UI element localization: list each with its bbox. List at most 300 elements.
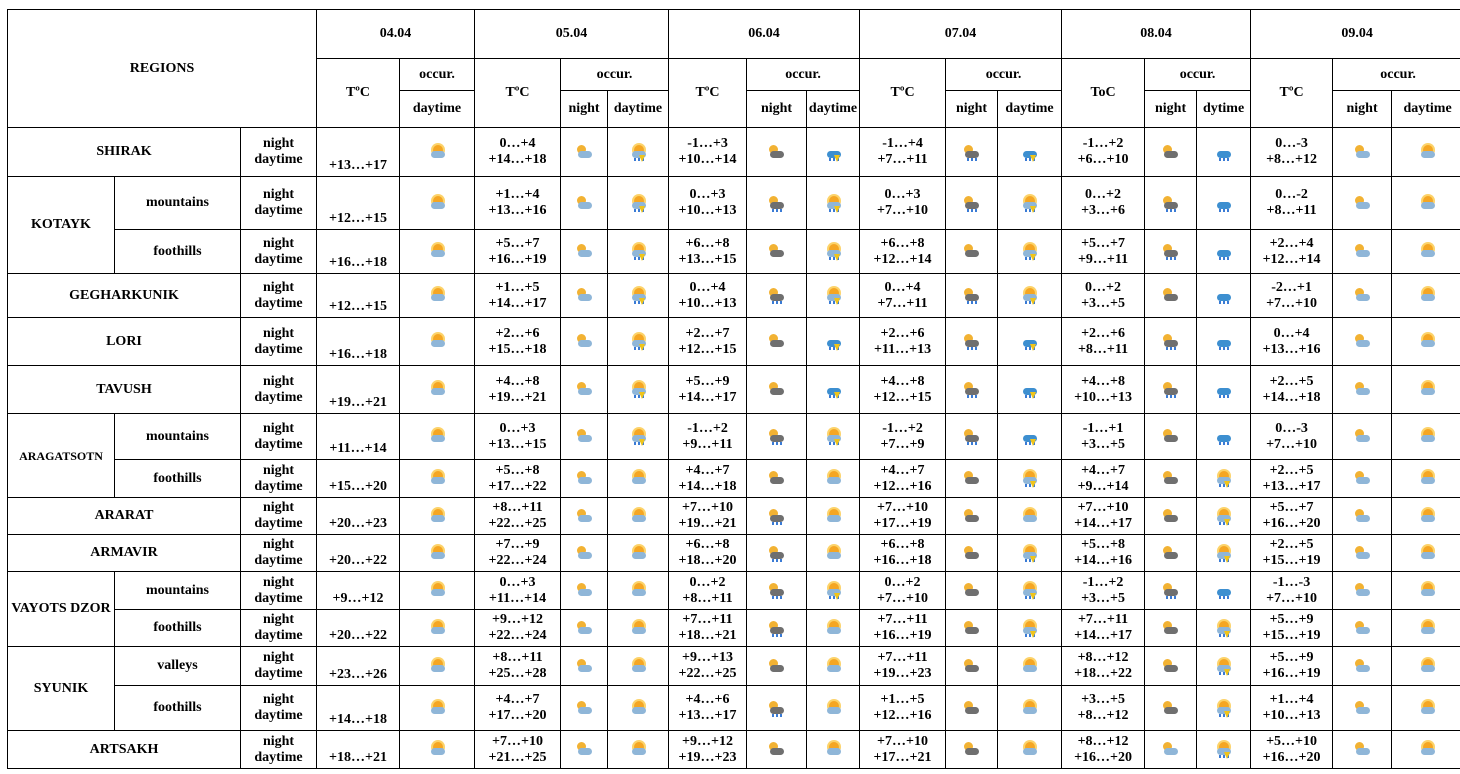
- night-occurrence-cell: [747, 535, 807, 572]
- night-label: night: [262, 733, 295, 749]
- night-temperature: +8…+11: [492, 500, 543, 515]
- night-occurrence-cell: [561, 128, 608, 177]
- day-temperature: +7…+10: [1266, 436, 1318, 452]
- day-occurrence-cell: [998, 535, 1062, 572]
- night-weather-icon: [767, 620, 786, 636]
- day-occurrence-cell: [998, 731, 1062, 769]
- night-temperature: +4…+7: [495, 692, 540, 707]
- day-weather-icon: [1020, 333, 1039, 349]
- night-occurrence-cell: [946, 572, 998, 610]
- day-weather-icon: [1020, 470, 1039, 486]
- day-occurrence-cell: [608, 647, 669, 686]
- night-weather-icon: [1353, 243, 1372, 259]
- occurrence-cell: [400, 366, 475, 414]
- day-occurrence-cell: [807, 731, 860, 769]
- night-occurrence-cell: [747, 414, 807, 460]
- day-weather-icon: [824, 700, 843, 716]
- daytime-label: daytime: [254, 295, 303, 311]
- date-header: 08.04: [1062, 10, 1251, 59]
- day-occurrence-cell: [1197, 686, 1251, 731]
- night-weather-icon: [1161, 545, 1180, 561]
- temperature-cell: [1251, 128, 1333, 177]
- night-temperature: +7…+11: [877, 612, 928, 627]
- night-temperature: +7…+11: [1077, 612, 1129, 627]
- night-occurrence-cell: [561, 414, 608, 460]
- day-temperature: +3…+6: [1081, 203, 1126, 218]
- table-row: [8, 414, 1460, 460]
- night-occurrence-cell: [1333, 572, 1392, 610]
- night-occurrence-cell: [747, 731, 807, 769]
- night-daytime-label: [241, 414, 317, 460]
- day-temperature: +14…+17: [1074, 628, 1133, 643]
- night-temperature: +9…+12: [492, 612, 543, 627]
- night-temperature: +7…+10: [682, 500, 733, 515]
- table-row: [8, 177, 1460, 230]
- night-label: night: [262, 325, 295, 341]
- night-temperature: +8…+12: [1077, 733, 1129, 749]
- temperature-cell: [669, 647, 747, 686]
- temperature-cell: [669, 610, 747, 647]
- day-temperature: +17…+22: [488, 478, 547, 494]
- night-weather-icon: [962, 741, 981, 757]
- day-temperature: +13…+16: [1262, 341, 1321, 357]
- night-temperature: 0…+2: [884, 574, 921, 590]
- night-weather-icon: [1161, 381, 1180, 397]
- temperature-cell: [1251, 731, 1333, 769]
- day-temperature: +6…+10: [1077, 152, 1129, 167]
- night-temperature: +9…+13: [682, 650, 733, 665]
- night-weather-icon: [1353, 470, 1372, 486]
- night-weather-icon: [575, 545, 594, 561]
- day-temperature: +14…+18: [678, 478, 737, 494]
- day-temperature: +8…+11: [682, 590, 733, 606]
- day-occurrence-cell: [608, 274, 669, 318]
- day-weather-icon: [1418, 620, 1437, 636]
- day-weather-icon: [1020, 741, 1039, 757]
- temperature-cell: [860, 572, 946, 610]
- night-weather-icon: [767, 428, 786, 444]
- day-temperature: +15…+19: [1262, 553, 1321, 568]
- night-occurrence-cell: [561, 731, 608, 769]
- day-occurrence-cell: [807, 366, 860, 414]
- temperature-cell: [1062, 318, 1145, 366]
- night-occurrence-cell: [561, 318, 608, 366]
- day-weather-icon: [1214, 508, 1233, 524]
- night-weather-icon: [1353, 381, 1372, 397]
- daytime-header: daytime: [1392, 91, 1460, 128]
- day-occurrence-cell: [998, 686, 1062, 731]
- daytime-label: daytime: [254, 708, 303, 723]
- day-occurrence-cell: [1197, 460, 1251, 498]
- day-occurrence-cell: [1197, 274, 1251, 318]
- temperature-cell: [860, 686, 946, 731]
- subregion-name: foothills: [115, 686, 241, 731]
- night-temperature: +4…+7: [880, 462, 925, 478]
- night-occurrence-cell: [946, 686, 998, 731]
- daytime-label: daytime: [254, 152, 303, 167]
- weather-icon: [428, 508, 447, 524]
- day-occurrence-cell: [807, 460, 860, 498]
- night-weather-icon: [1353, 287, 1372, 303]
- table-row: [8, 498, 1460, 535]
- weather-icon: [428, 545, 447, 561]
- subregion-name: mountains: [115, 414, 241, 460]
- day-weather-icon: [824, 144, 843, 160]
- day-temperature: +7…+10: [877, 203, 929, 218]
- daytime-label: daytime: [254, 251, 303, 267]
- subregion-name: mountains: [115, 572, 241, 610]
- day-weather-icon: [1020, 620, 1039, 636]
- night-daytime-label: [241, 177, 317, 230]
- night-temperature: +2…+5: [1269, 462, 1314, 478]
- night-occurrence-cell: [561, 535, 608, 572]
- day-occurrence-cell: [608, 366, 669, 414]
- night-occurrence-cell: [561, 686, 608, 731]
- night-label: night: [262, 136, 295, 151]
- day-temperature: +13…+17: [1262, 478, 1321, 494]
- night-label: night: [262, 537, 295, 552]
- night-label: night: [262, 462, 295, 478]
- day-weather-icon: [1020, 287, 1039, 303]
- day-weather-icon: [1418, 658, 1437, 674]
- night-occurrence-cell: [1145, 686, 1197, 731]
- day-occurrence-cell: [1197, 414, 1251, 460]
- temperature-cell: [475, 686, 561, 731]
- night-temperature: +5…+10: [1266, 733, 1318, 749]
- temperature-cell: [1251, 610, 1333, 647]
- day-weather-icon: [629, 741, 648, 757]
- night-occurrence-cell: [561, 230, 608, 274]
- night-label: night: [262, 692, 295, 707]
- day-weather-icon: [1214, 144, 1233, 160]
- day-temperature: +16…+20: [1074, 749, 1133, 765]
- temperature-cell: +20…+23: [317, 498, 400, 535]
- table-row: [8, 128, 1460, 177]
- night-weather-icon: [1353, 333, 1372, 349]
- night-occurrence-cell: [1145, 318, 1197, 366]
- temperature-cell: [1062, 498, 1145, 535]
- day-temperature: +16…+18: [873, 553, 932, 568]
- night-occurrence-cell: [946, 318, 998, 366]
- night-occurrence-cell: [1145, 647, 1197, 686]
- day-occurrence-cell: [998, 572, 1062, 610]
- day-weather-icon: [1214, 287, 1233, 303]
- night-daytime-label: [241, 366, 317, 414]
- temperature-cell: [860, 128, 946, 177]
- day-temperature: +15…+19: [1262, 628, 1321, 643]
- temperature-cell: +12…+15: [317, 177, 400, 230]
- temp-header: TºC: [317, 59, 400, 128]
- temperature-cell: +14…+18: [317, 686, 400, 731]
- night-label: night: [262, 574, 295, 590]
- day-occurrence-cell: [1392, 572, 1460, 610]
- night-weather-icon: [1161, 658, 1180, 674]
- night-occurrence-cell: [1333, 128, 1392, 177]
- region-name: SHIRAK: [8, 128, 241, 177]
- daytime-label: daytime: [254, 553, 303, 568]
- night-occurrence-cell: [747, 647, 807, 686]
- day-occurrence-cell: [807, 498, 860, 535]
- night-weather-icon: [575, 195, 594, 211]
- night-header: night: [946, 91, 998, 128]
- temperature-cell: [669, 731, 747, 769]
- day-occurrence-cell: [998, 610, 1062, 647]
- night-temperature: +8…+12: [1077, 650, 1129, 665]
- temperature-cell: [860, 610, 946, 647]
- night-occurrence-cell: [946, 230, 998, 274]
- night-temperature: +6…+8: [685, 537, 730, 552]
- night-weather-icon: [767, 658, 786, 674]
- day-temperature: +22…+25: [488, 516, 547, 531]
- weather-icon: [428, 741, 447, 757]
- night-occurrence-cell: [1333, 274, 1392, 318]
- night-weather-icon: [962, 428, 981, 444]
- occurrence-cell: [400, 572, 475, 610]
- night-temperature: +5…+7: [495, 235, 540, 251]
- weather-icon: [428, 582, 447, 598]
- day-temperature: +3…+5: [1081, 590, 1126, 606]
- night-occurrence-cell: [946, 128, 998, 177]
- day-occurrence-cell: [998, 128, 1062, 177]
- day-occurrence-cell: [998, 414, 1062, 460]
- day-weather-icon: [824, 545, 843, 561]
- occurrence-cell: [400, 647, 475, 686]
- day-weather-icon: [629, 287, 648, 303]
- night-occurrence-cell: [747, 498, 807, 535]
- night-occurrence-cell: [747, 572, 807, 610]
- region-name: LORI: [8, 318, 241, 366]
- day-weather-icon: [629, 195, 648, 211]
- night-temperature: 0…+2: [1085, 187, 1122, 202]
- night-weather-icon: [1353, 582, 1372, 598]
- day-occurrence-cell: [608, 128, 669, 177]
- daytime-header: dytime: [1197, 91, 1251, 128]
- day-weather-icon: [1020, 243, 1039, 259]
- day-temperature: +9…+11: [1077, 251, 1129, 267]
- day-temperature: +25…+28: [488, 666, 547, 681]
- day-occurrence-cell: [807, 414, 860, 460]
- day-weather-icon: [1020, 582, 1039, 598]
- night-weather-icon: [767, 508, 786, 524]
- day-weather-icon: [1020, 508, 1039, 524]
- day-weather-icon: [629, 658, 648, 674]
- day-weather-icon: [1214, 658, 1233, 674]
- daytime-header: daytime: [608, 91, 669, 128]
- temperature-cell: +18…+21: [317, 731, 400, 769]
- day-occurrence-cell: [1197, 498, 1251, 535]
- subregion-name: mountains: [115, 177, 241, 230]
- day-occurrence-cell: [608, 686, 669, 731]
- night-label: night: [262, 279, 295, 295]
- temperature-cell: +20…+22: [317, 535, 400, 572]
- day-temperature: +11…+14: [488, 590, 547, 606]
- night-occurrence-cell: [1333, 318, 1392, 366]
- day-temperature: +8…+12: [1266, 152, 1318, 167]
- day-weather-icon: [1418, 243, 1437, 259]
- weather-icon: [428, 243, 447, 259]
- night-occurrence-cell: [747, 128, 807, 177]
- night-occurrence-cell: [1333, 610, 1392, 647]
- night-occurrence-cell: [1145, 731, 1197, 769]
- day-weather-icon: [629, 582, 648, 598]
- day-temperature: +7…+11: [877, 295, 928, 311]
- night-temperature: 0…+4: [884, 279, 921, 295]
- temperature-cell: [669, 460, 747, 498]
- night-weather-icon: [962, 195, 981, 211]
- temperature-cell: [1251, 686, 1333, 731]
- day-temperature: +3…+5: [1081, 295, 1126, 311]
- day-occurrence-cell: [998, 366, 1062, 414]
- day-temperature: +19…+23: [678, 749, 737, 765]
- temperature-cell: [1251, 460, 1333, 498]
- night-occurrence-cell: [1145, 460, 1197, 498]
- day-occurrence-cell: [1392, 498, 1460, 535]
- night-weather-icon: [767, 582, 786, 598]
- temperature-cell: [669, 177, 747, 230]
- night-weather-icon: [1353, 700, 1372, 716]
- temperature-cell: [860, 366, 946, 414]
- daytime-label: daytime: [254, 389, 303, 405]
- day-occurrence-cell: [608, 498, 669, 535]
- night-temperature: +6…+8: [880, 537, 925, 552]
- night-temperature: +7…+10: [877, 500, 929, 515]
- temperature-cell: [475, 318, 561, 366]
- night-weather-icon: [1353, 545, 1372, 561]
- night-label: night: [262, 612, 295, 627]
- temperature-cell: [475, 274, 561, 318]
- occurrence-cell: [400, 610, 475, 647]
- night-temperature: +1…+5: [495, 279, 540, 295]
- day-occurrence-cell: [998, 274, 1062, 318]
- table-row: [8, 731, 1460, 769]
- day-weather-icon: [1418, 700, 1437, 716]
- occur-header: occur.: [747, 59, 860, 91]
- weather-icon: [428, 381, 447, 397]
- temperature-cell: +23…+26: [317, 647, 400, 686]
- night-occurrence-cell: [747, 274, 807, 318]
- day-weather-icon: [824, 470, 843, 486]
- night-label: night: [262, 235, 295, 251]
- table-row: [8, 318, 1460, 366]
- night-weather-icon: [1353, 508, 1372, 524]
- day-occurrence-cell: [807, 572, 860, 610]
- day-temperature: +7…+9: [880, 436, 925, 452]
- occur-header: occur.: [1145, 59, 1251, 91]
- night-occurrence-cell: [1333, 460, 1392, 498]
- night-occurrence-cell: [1333, 686, 1392, 731]
- night-weather-icon: [767, 545, 786, 561]
- day-occurrence-cell: [1197, 366, 1251, 414]
- night-occurrence-cell: [747, 230, 807, 274]
- night-weather-icon: [962, 545, 981, 561]
- night-occurrence-cell: [747, 177, 807, 230]
- day-weather-icon: [824, 428, 843, 444]
- day-temperature: +9…+14: [1077, 478, 1129, 494]
- night-weather-icon: [1353, 144, 1372, 160]
- day-weather-icon: [1214, 428, 1233, 444]
- temperature-cell: [1251, 318, 1333, 366]
- daytime-label: daytime: [254, 341, 303, 357]
- daytime-header: daytime: [400, 91, 475, 128]
- weather-icon: [428, 658, 447, 674]
- day-occurrence-cell: [807, 128, 860, 177]
- night-occurrence-cell: [1333, 177, 1392, 230]
- day-temperature: +12…+14: [1262, 251, 1321, 267]
- day-temperature: +7…+10: [1266, 590, 1318, 606]
- temperature-cell: [1062, 414, 1145, 460]
- occurrence-cell: [400, 128, 475, 177]
- day-temperature: +12…+15: [678, 341, 737, 357]
- day-weather-icon: [824, 243, 843, 259]
- night-occurrence-cell: [561, 177, 608, 230]
- table-row: [8, 610, 1460, 647]
- day-occurrence-cell: [1197, 610, 1251, 647]
- night-temperature: +7…+11: [877, 650, 928, 665]
- day-occurrence-cell: [1392, 128, 1460, 177]
- night-occurrence-cell: [561, 647, 608, 686]
- day-temperature: +12…+16: [873, 478, 932, 494]
- day-temperature: +10…+13: [678, 203, 737, 218]
- temp-header: TºC: [860, 59, 946, 128]
- day-weather-icon: [629, 700, 648, 716]
- temperature-cell: [669, 274, 747, 318]
- day-occurrence-cell: [807, 230, 860, 274]
- day-weather-icon: [629, 333, 648, 349]
- night-occurrence-cell: [561, 366, 608, 414]
- day-weather-icon: [1418, 545, 1437, 561]
- day-occurrence-cell: [998, 498, 1062, 535]
- night-weather-icon: [1353, 195, 1372, 211]
- daytime-header: daytime: [807, 91, 860, 128]
- night-weather-icon: [767, 741, 786, 757]
- night-temperature: 0…+2: [689, 574, 726, 590]
- night-occurrence-cell: [1145, 414, 1197, 460]
- temp-header: TºC: [475, 59, 561, 128]
- temperature-cell: [860, 414, 946, 460]
- night-temperature: +7…+10: [1077, 500, 1129, 515]
- date-header: 05.04: [475, 10, 669, 59]
- region-name: ARARAT: [8, 498, 241, 535]
- day-weather-icon: [629, 144, 648, 160]
- night-temperature: +1…+4: [495, 187, 540, 202]
- temperature-cell: [1251, 647, 1333, 686]
- night-temperature: 0…+3: [499, 574, 536, 590]
- night-weather-icon: [575, 582, 594, 598]
- day-occurrence-cell: [807, 177, 860, 230]
- temperature-cell: [1251, 498, 1333, 535]
- daytime-header: daytime: [998, 91, 1062, 128]
- night-weather-icon: [1161, 582, 1180, 598]
- day-weather-icon: [1214, 243, 1233, 259]
- day-occurrence-cell: [998, 460, 1062, 498]
- temperature-cell: [475, 128, 561, 177]
- day-temperature: +14…+17: [678, 389, 737, 405]
- day-temperature: +22…+25: [678, 666, 737, 681]
- day-weather-icon: [1418, 333, 1437, 349]
- day-occurrence-cell: [1197, 647, 1251, 686]
- night-temperature: -1…+1: [1082, 420, 1124, 436]
- forecast-table: [7, 9, 1460, 769]
- occurrence-cell: [400, 460, 475, 498]
- subregion-name: foothills: [115, 230, 241, 274]
- daytime-label: daytime: [254, 436, 303, 452]
- region-name: TAVUSH: [8, 366, 241, 414]
- occurrence-cell: [400, 177, 475, 230]
- night-temperature: -1…+3: [687, 136, 728, 151]
- day-weather-icon: [1020, 700, 1039, 716]
- night-occurrence-cell: [946, 460, 998, 498]
- temperature-cell: [1062, 128, 1145, 177]
